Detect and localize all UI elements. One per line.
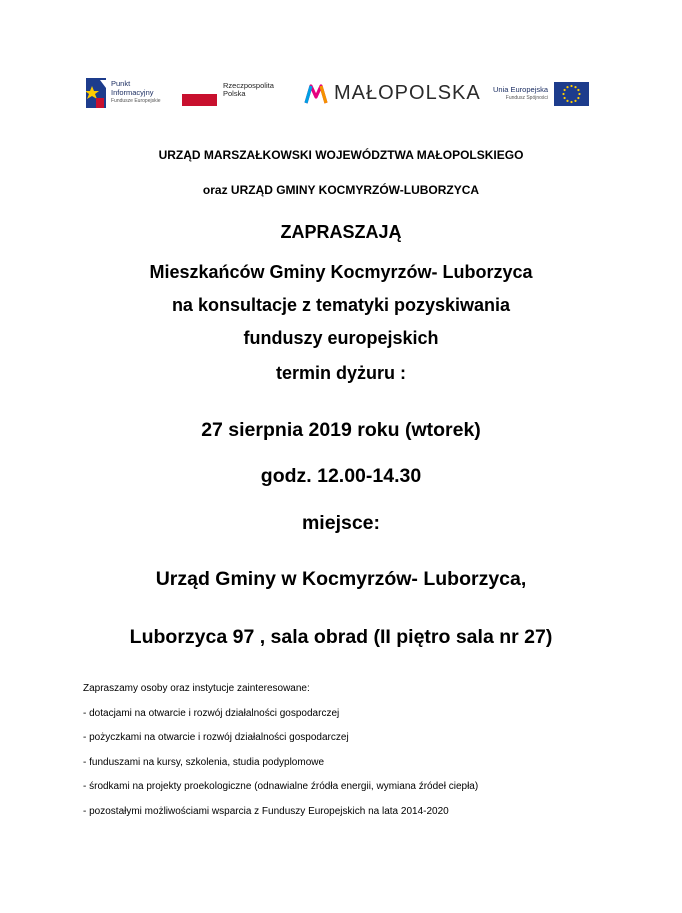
logo-bar [0,74,682,114]
malopolska-logo [304,82,481,105]
list-item: - dotacjami na otwarcie i rozwój działalności gospodarczej [83,708,340,719]
list-item: - pozostałymi możliwościami wsparcia z Funduszy Europejskich na lata 2014-2020 [83,806,449,817]
rp-line1: Rzeczpospolita [223,80,274,90]
rp-line2: Polska [223,89,246,98]
place-label: miejsce: [301,512,381,534]
ue-line1: Unia Europejska [493,84,549,94]
polish-flag-icon [182,82,217,106]
invite-line3: funduszy europejskich [243,328,439,348]
malopolska-m-icon [304,83,328,105]
header-line1: URZĄD MARSZAŁKOWSKI WOJEWÓDZTWA MAŁOPOLSKIEGO [158,148,524,162]
place-line1: Urząd Gminy w Kocmyrzów- Luborzyca, [155,568,527,590]
rzeczpospolita-polska-logo [182,82,274,106]
invite-line1: Mieszkańców Gminy Kocmyrzów- Luborzyca [149,262,533,282]
header-line2: oraz URZĄD GMINY KOCMYRZÓW-LUBORZYCA [202,183,480,197]
event-date: 27 sierpnia 2019 roku (wtorek) [201,419,481,441]
list-intro: Zapraszamy osoby oraz instytucje zainteresowane: [83,683,310,694]
eu-flag-icon [554,82,589,106]
fe-star-icon [86,78,106,108]
list-item: - pożyczkami na otwarcie i rozwój działalności gospodarczej [83,732,349,743]
unia-europejska-logo [493,82,589,106]
event-time: godz. 12.00-14.30 [260,465,422,487]
fe-line2: Informacyjny [111,87,154,97]
list-item: - funduszami na kursy, szkolenia, studia podyplomowe [83,757,325,768]
invite-title: ZAPRASZAJĄ [280,222,402,242]
malopolska-text: MAŁOPOLSKA [334,82,481,104]
fe-line1: Punkt [111,79,131,89]
fe-line3: Fundusze Europejskie [111,98,161,105]
fundusze-europejskie-logo [86,78,160,108]
invite-line2: na konsultacje z tematyki pozyskiwania [171,295,511,315]
place-line2: Luborzyca 97 , sala obrad (II piętro sala nr 27) [129,626,553,648]
list-item: - środkami na projekty proekologiczne (odnawialne źródła energii, wymiana źródeł ciepła) [83,781,479,792]
ue-line2: Fundusz Spójności [505,95,549,101]
invite-line4: termin dyżuru : [275,363,406,383]
